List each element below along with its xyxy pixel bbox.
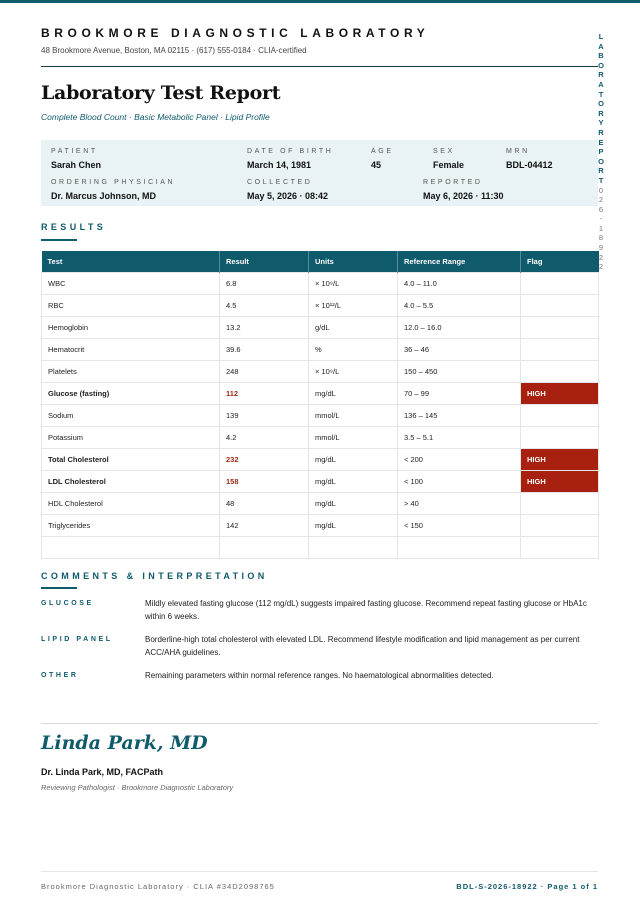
cell-result: 112 — [220, 383, 309, 405]
column-header-range: Reference Range — [398, 251, 521, 273]
cell-units: mg/dL — [309, 471, 398, 493]
table-row — [42, 515, 599, 537]
patient-name: Sarah Chen — [51, 160, 102, 170]
collected-value: May 5, 2026 · 08:42 — [247, 191, 329, 201]
cell-flag — [521, 427, 599, 449]
cell-result: 158 — [220, 471, 309, 493]
table-row-empty — [42, 537, 599, 559]
table-row — [42, 471, 599, 493]
cell-test: HDL Cholesterol — [42, 493, 220, 515]
cell-result: 39.6 — [220, 339, 309, 361]
footer-lab-info: Brookmore Diagnostic Laboratory · CLIA #34D2098765 — [41, 882, 275, 891]
cell-result: 6.8 — [220, 273, 309, 295]
cell-test: Platelets — [42, 361, 220, 383]
cell-range: 136 – 145 — [398, 405, 521, 427]
patient-info-box — [41, 140, 598, 206]
cell-units: × 10¹²/L — [309, 295, 398, 317]
cell-units: × 10⁹/L — [309, 361, 398, 383]
reported-label: REPORTED — [423, 179, 483, 186]
empty-cell — [42, 537, 220, 559]
table-row — [42, 317, 599, 339]
age-label: AGE — [371, 148, 394, 155]
cell-flag — [521, 515, 599, 537]
cell-result: 4.2 — [220, 427, 309, 449]
comment-lipid-label: LIPID PANEL — [41, 636, 113, 643]
cell-result: 139 — [220, 405, 309, 427]
table-row — [42, 383, 599, 405]
lab-address: 48 Brookmore Avenue, Boston, MA 02115 · (617) 555-0184 · CLIA-certified — [41, 46, 307, 55]
footer-report-id: BDL-S-2026-18922 · Page 1 of 1 — [456, 882, 598, 891]
column-header-test: Test — [42, 251, 220, 273]
comments-heading-underline — [41, 587, 77, 589]
top-accent-bar — [0, 0, 640, 3]
signer-role: Reviewing Pathologist · Brookmore Diagnostic Laboratory — [41, 783, 234, 792]
cell-range: 4.0 – 11.0 — [398, 273, 521, 295]
cell-range: 36 – 46 — [398, 339, 521, 361]
cell-test: Glucose (fasting) — [42, 383, 220, 405]
cell-flag: HIGH — [521, 383, 599, 405]
header-divider — [41, 66, 598, 67]
cell-test: Potassium — [42, 427, 220, 449]
cell-units: mg/dL — [309, 515, 398, 537]
report-panels: Complete Blood Count · Basic Metabolic Panel · Lipid Profile — [41, 112, 270, 122]
cell-units: mg/dL — [309, 449, 398, 471]
cell-range: < 150 — [398, 515, 521, 537]
lab-name: BROOKMORE DIAGNOSTIC LABORATORY — [41, 26, 430, 40]
cell-result: 232 — [220, 449, 309, 471]
sex-label: SEX — [433, 148, 455, 155]
cell-range: < 100 — [398, 471, 521, 493]
cell-test: Hemoglobin — [42, 317, 220, 339]
cell-test: Hematocrit — [42, 339, 220, 361]
cell-range: 70 – 99 — [398, 383, 521, 405]
empty-cell — [220, 537, 309, 559]
comment-glucose-text: Mildly elevated fasting glucose (112 mg/dL) suggests impaired fasting glucose. Recommend repeat fasting glucose or HbA1c within 6 weeks. — [145, 599, 587, 621]
cell-test: Triglycerides — [42, 515, 220, 537]
cell-range: 3.5 – 5.1 — [398, 427, 521, 449]
footer-divider — [41, 871, 598, 872]
collected-label: COLLECTED — [247, 179, 313, 186]
signer-name: Dr. Linda Park, MD, FACPath — [41, 767, 164, 777]
reported-value: May 6, 2026 · 11:30 — [423, 191, 504, 201]
cell-test: Total Cholesterol — [42, 449, 220, 471]
physician-label: ORDERING PHYSICIAN — [51, 179, 176, 186]
cell-units: mmol/L — [309, 405, 398, 427]
column-header-result: Result — [220, 251, 309, 273]
table-row — [42, 295, 599, 317]
cell-flag: HIGH — [521, 449, 599, 471]
cell-result: 248 — [220, 361, 309, 383]
side-label-text: LABORATORY REPORT — [598, 32, 604, 185]
cell-flag — [521, 493, 599, 515]
cell-flag — [521, 295, 599, 317]
cell-test: LDL Cholesterol — [42, 471, 220, 493]
cell-units: g/dL — [309, 317, 398, 339]
physician-value: Dr. Marcus Johnson, MD — [51, 191, 157, 201]
table-row — [42, 493, 599, 515]
table-row — [42, 405, 599, 427]
cell-range: 12.0 – 16.0 — [398, 317, 521, 339]
results-header-row — [42, 251, 599, 273]
patient-label: PATIENT — [51, 148, 98, 155]
cell-flag — [521, 361, 599, 383]
empty-cell — [521, 537, 599, 559]
cell-test: Sodium — [42, 405, 220, 427]
cell-range: < 200 — [398, 449, 521, 471]
mrn-label: MRN — [506, 148, 530, 155]
results-table — [41, 251, 599, 559]
cell-test: WBC — [42, 273, 220, 295]
side-label-id: 0 2 6 - 1 8 9 2 2 — [598, 185, 604, 272]
cell-test: RBC — [42, 295, 220, 317]
cell-units: mmol/L — [309, 427, 398, 449]
column-header-flag: Flag — [521, 251, 599, 273]
table-row — [42, 339, 599, 361]
sex-value: Female — [433, 160, 465, 170]
cell-range: > 40 — [398, 493, 521, 515]
cell-range: 150 – 450 — [398, 361, 521, 383]
cell-flag: HIGH — [521, 471, 599, 493]
report-title: Laboratory Test Report — [41, 82, 281, 104]
cell-result: 142 — [220, 515, 309, 537]
cell-flag — [521, 317, 599, 339]
results-heading-underline — [41, 239, 77, 241]
comment-glucose-label: GLUCOSE — [41, 600, 94, 607]
cell-result: 48 — [220, 493, 309, 515]
table-row — [42, 449, 599, 471]
results-heading: RESULTS — [41, 222, 107, 232]
empty-cell — [309, 537, 398, 559]
dob-value: March 14, 1981 — [247, 160, 312, 170]
table-row — [42, 273, 599, 295]
cell-units: × 10⁹/L — [309, 273, 398, 295]
cell-units: mg/dL — [309, 493, 398, 515]
cell-result: 13.2 — [220, 317, 309, 339]
cell-range: 4.0 – 5.5 — [398, 295, 521, 317]
empty-cell — [398, 537, 521, 559]
cell-result: 4.5 — [220, 295, 309, 317]
cell-units: mg/dL — [309, 383, 398, 405]
comment-other-label: OTHER — [41, 672, 79, 679]
table-row — [42, 361, 599, 383]
column-header-units: Units — [309, 251, 398, 273]
comment-other-text: Remaining parameters within normal reference ranges. No haematological abnormalities detected. — [145, 671, 494, 680]
cell-flag — [521, 405, 599, 427]
cell-flag — [521, 273, 599, 295]
cell-units: % — [309, 339, 398, 361]
age-value: 45 — [371, 160, 382, 170]
comments-heading: COMMENTS & INTERPRETATION — [41, 571, 268, 581]
signature-divider — [41, 723, 598, 724]
dob-label: DATE OF BIRTH — [247, 148, 334, 155]
side-label — [598, 32, 604, 272]
table-row — [42, 427, 599, 449]
mrn-value: BDL-04412 — [506, 160, 553, 170]
comment-lipid-text: Borderline-high total cholesterol with elevated LDL. Recommend lifestyle modification and lipid management as per current ACC/AHA guidelines. — [145, 635, 580, 657]
cell-flag — [521, 339, 599, 361]
signature-script: Linda Park, MD — [41, 732, 208, 754]
